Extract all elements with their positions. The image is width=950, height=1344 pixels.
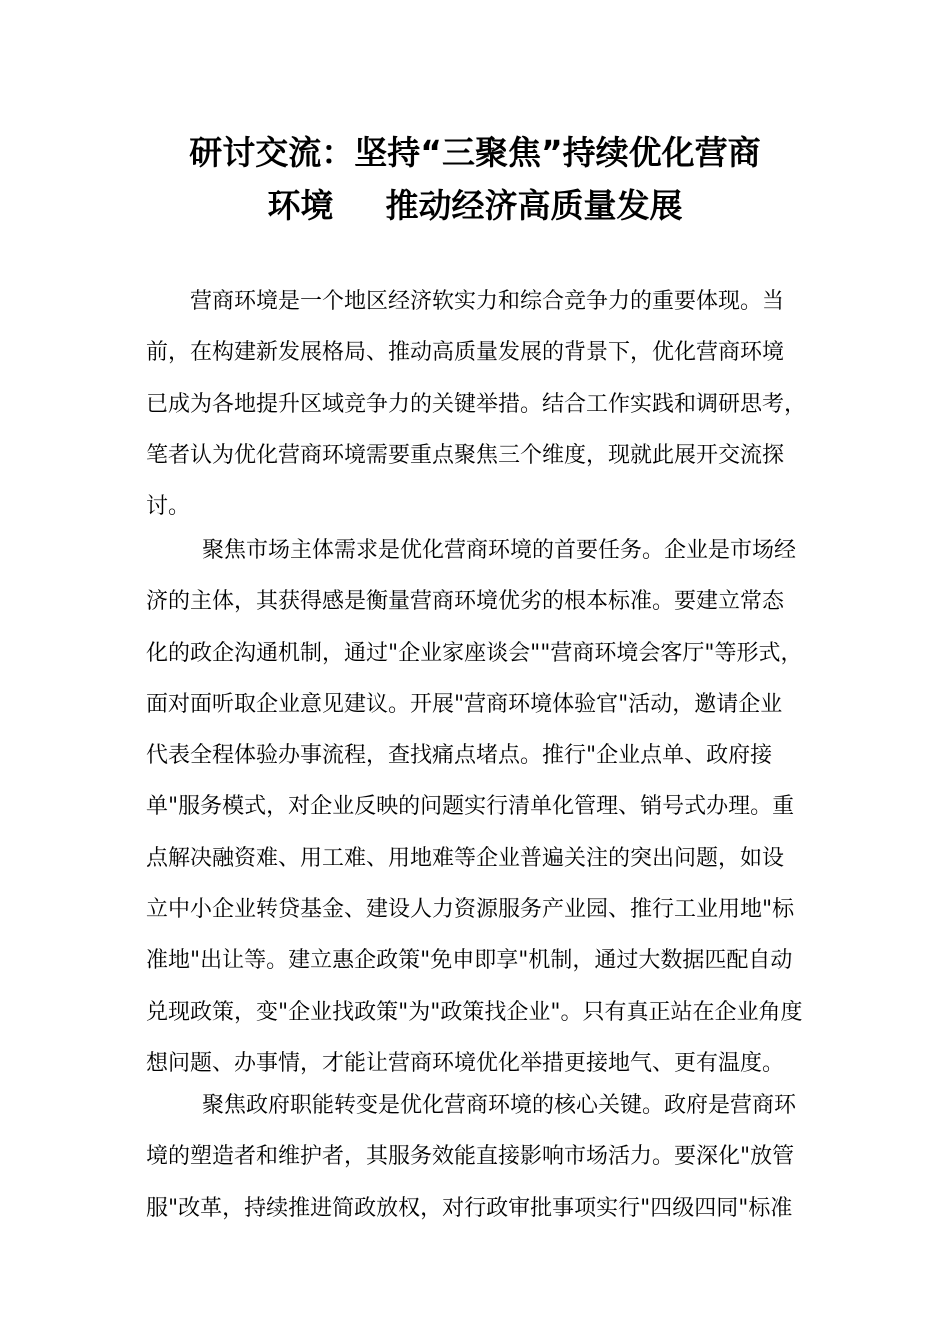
paragraph-line: 化的政企沟通机制，通过"企业家座谈会""营商环境会客厅"等形式， [146, 640, 803, 666]
paragraph-line: 立中小企业转贷基金、建设人力资源服务产业园、推行工业用地"标 [146, 897, 795, 923]
paragraph-line: 聚焦市场主体需求是优化营商环境的首要任务。企业是市场经 [202, 538, 797, 563]
paragraph-line: 单"服务模式，对企业反映的问题实行清单化管理、销号式办理。重 [146, 794, 795, 820]
document-title-line-1: 研讨交流：坚持“三聚焦”持续优化营商 [189, 133, 761, 172]
paragraph-line: 前，在构建新发展格局、推动高质量发展的背景下，优化营商环境 [146, 340, 785, 366]
paragraph-line: 想问题、办事情，才能让营商环境优化举措更接地气、更有温度。 [146, 1050, 785, 1076]
paragraph-line: 代表全程体验办事流程，查找痛点堵点。推行"企业点单、政府接 [146, 743, 773, 769]
paragraph-line: 聚焦政府职能转变是优化营商环境的核心关键。政府是营商环 [202, 1093, 797, 1118]
paragraph-line: 兑现政策，变"企业找政策"为"政策找企业"。只有真正站在企业角度 [146, 999, 803, 1025]
document-title-line-2 [100, 181, 850, 231]
paragraph-line: 已成为各地提升区域竞争力的关键举措。结合工作实践和调研思考， [146, 391, 807, 417]
paragraph-line: 面对面听取企业意见建议。开展"营商环境体验官"活动，邀请企业 [146, 691, 783, 717]
paragraph-line: 济的主体，其获得感是衡量营商环境优劣的根本标准。要建立常态 [146, 589, 785, 615]
paragraph-line: 讨。 [146, 494, 191, 520]
paragraph-market-entities [146, 525, 826, 1089]
title-line-2-part-2: 推动经济高质量发展 [385, 186, 683, 225]
paragraph-line: 营商环境是一个地区经济软实力和综合竞争力的重要体现。当 [190, 289, 785, 314]
paragraph-line: 境的塑造者和维护者，其服务效能直接影响市场活力。要深化"放管 [146, 1144, 795, 1170]
paragraph-government-functions [146, 1080, 826, 1234]
paragraph-intro [146, 276, 826, 532]
paragraph-line: 服"改革，持续推进简政放权，对行政审批事项实行"四级四同"标准 [146, 1195, 793, 1221]
paragraph-line: 笔者认为优化营商环境需要重点聚焦三个维度，现就此展开交流探 [146, 442, 785, 468]
title-line-2-part-1: 环境 [267, 186, 334, 225]
paragraph-line: 准地"出让等。建立惠企政策"免申即享"机制，通过大数据匹配自动 [146, 948, 793, 974]
paragraph-line: 点解决融资难、用工难、用地难等企业普遍关注的突出问题，如设 [146, 845, 785, 871]
